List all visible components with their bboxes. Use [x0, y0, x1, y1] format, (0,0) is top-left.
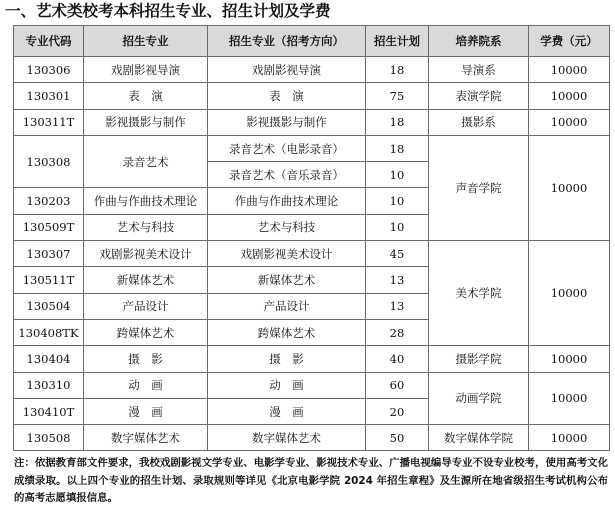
- cell-code: 130408TK: [14, 319, 84, 345]
- admission-plan-table: [13, 25, 610, 451]
- cell-fee: 10000: [529, 57, 610, 83]
- cell-major: 摄 影: [84, 346, 208, 372]
- cell-direction: 产品设计: [208, 293, 366, 319]
- header-plan: 招生计划: [366, 26, 429, 57]
- cell-fee: 10000: [529, 372, 610, 425]
- cell-dept: 声音学院: [429, 135, 529, 240]
- cell-fee: 10000: [529, 346, 610, 372]
- table-row: [14, 57, 610, 83]
- cell-direction: 表 演: [208, 83, 366, 109]
- table-row: [14, 346, 610, 372]
- cell-direction: 影视摄影与制作: [208, 109, 366, 135]
- table-row: [14, 425, 610, 451]
- cell-dept: 表演学院: [429, 83, 529, 109]
- cell-plan: 10: [366, 188, 429, 214]
- cell-plan: 28: [366, 319, 429, 345]
- cell-major: 新媒体艺术: [84, 267, 208, 293]
- header-major: 招生专业: [84, 26, 208, 57]
- cell-major: 跨媒体艺术: [84, 319, 208, 345]
- table-row: [14, 241, 610, 267]
- cell-fee: 10000: [529, 135, 610, 240]
- cell-major: 动 画: [84, 372, 208, 398]
- cell-fee: 10000: [529, 425, 610, 451]
- cell-plan: 18: [366, 57, 429, 83]
- cell-direction: 跨媒体艺术: [208, 319, 366, 345]
- section-title: 一、艺术类校考本科招生专业、招生计划及学费: [5, 2, 331, 20]
- cell-plan: 75: [366, 83, 429, 109]
- cell-direction: 戏剧影视美术设计: [208, 241, 366, 267]
- cell-major: 录音艺术: [84, 135, 208, 188]
- cell-major: 产品设计: [84, 293, 208, 319]
- cell-direction: 作曲与作曲技术理论: [208, 188, 366, 214]
- cell-dept: 动画学院: [429, 372, 529, 425]
- table-row: [14, 372, 610, 398]
- cell-direction: 艺术与科技: [208, 214, 366, 240]
- header-dept: 培养院系: [429, 26, 529, 57]
- table-header-row: [14, 26, 610, 57]
- cell-fee: 10000: [529, 109, 610, 135]
- cell-plan: 10: [366, 214, 429, 240]
- cell-code: 130410T: [14, 398, 84, 424]
- cell-major: 数字媒体艺术: [84, 425, 208, 451]
- cell-direction: 摄 影: [208, 346, 366, 372]
- cell-direction: 录音艺术（音乐录音）: [208, 162, 366, 188]
- cell-major: 戏剧影视导演: [84, 57, 208, 83]
- footnote: 注：依据教育部文件要求，我校戏剧影视文学专业、电影学专业、影视技术专业、广播电视编导专业不设专业校考，使用高考文化成绩录取。以上四个专业的招生计划、录取规则等详见《北京电影学院 2024 年招生章程》及生源所在地省级招生考试机构公布的高考志愿填报信息。: [14, 457, 608, 504]
- cell-major: 戏剧影视美术设计: [84, 241, 208, 267]
- header-direction: 招生专业（招考方向）: [208, 26, 366, 57]
- cell-code: 130404: [14, 346, 84, 372]
- cell-major: 作曲与作曲技术理论: [84, 188, 208, 214]
- cell-code: 130301: [14, 83, 84, 109]
- cell-plan: 60: [366, 372, 429, 398]
- cell-major: 表 演: [84, 83, 208, 109]
- cell-code: 130310: [14, 372, 84, 398]
- cell-plan: 10: [366, 162, 429, 188]
- cell-plan: 50: [366, 425, 429, 451]
- cell-plan: 20: [366, 398, 429, 424]
- cell-dept: 导演系: [429, 57, 529, 83]
- cell-code: 130508: [14, 425, 84, 451]
- cell-dept: 摄影系: [429, 109, 529, 135]
- cell-direction: 录音艺术（电影录音）: [208, 135, 366, 161]
- header-code: 专业代码: [14, 26, 84, 57]
- cell-major: 漫 画: [84, 398, 208, 424]
- cell-dept: 数字媒体学院: [429, 425, 529, 451]
- cell-direction: 漫 画: [208, 398, 366, 424]
- cell-plan: 13: [366, 293, 429, 319]
- header-fee: 学费（元）: [529, 26, 610, 57]
- cell-code: 130203: [14, 188, 84, 214]
- cell-fee: 10000: [529, 241, 610, 346]
- cell-plan: 13: [366, 267, 429, 293]
- cell-code: 130504: [14, 293, 84, 319]
- cell-code: 130308: [14, 135, 84, 188]
- cell-code: 130511T: [14, 267, 84, 293]
- cell-code: 130509T: [14, 214, 84, 240]
- cell-direction: 数字媒体艺术: [208, 425, 366, 451]
- cell-code: 130307: [14, 241, 84, 267]
- cell-direction: 新媒体艺术: [208, 267, 366, 293]
- table-row: [14, 135, 610, 161]
- cell-plan: 18: [366, 109, 429, 135]
- cell-direction: 戏剧影视导演: [208, 57, 366, 83]
- cell-direction: 动 画: [208, 372, 366, 398]
- table-row: [14, 83, 610, 109]
- cell-plan: 45: [366, 241, 429, 267]
- cell-code: 130306: [14, 57, 84, 83]
- cell-code: 130311T: [14, 109, 84, 135]
- cell-major: 影视摄影与制作: [84, 109, 208, 135]
- table-row: [14, 109, 610, 135]
- cell-plan: 18: [366, 135, 429, 161]
- cell-dept: 摄影学院: [429, 346, 529, 372]
- cell-fee: 10000: [529, 83, 610, 109]
- cell-major: 艺术与科技: [84, 214, 208, 240]
- cell-plan: 40: [366, 346, 429, 372]
- cell-dept: 美术学院: [429, 241, 529, 346]
